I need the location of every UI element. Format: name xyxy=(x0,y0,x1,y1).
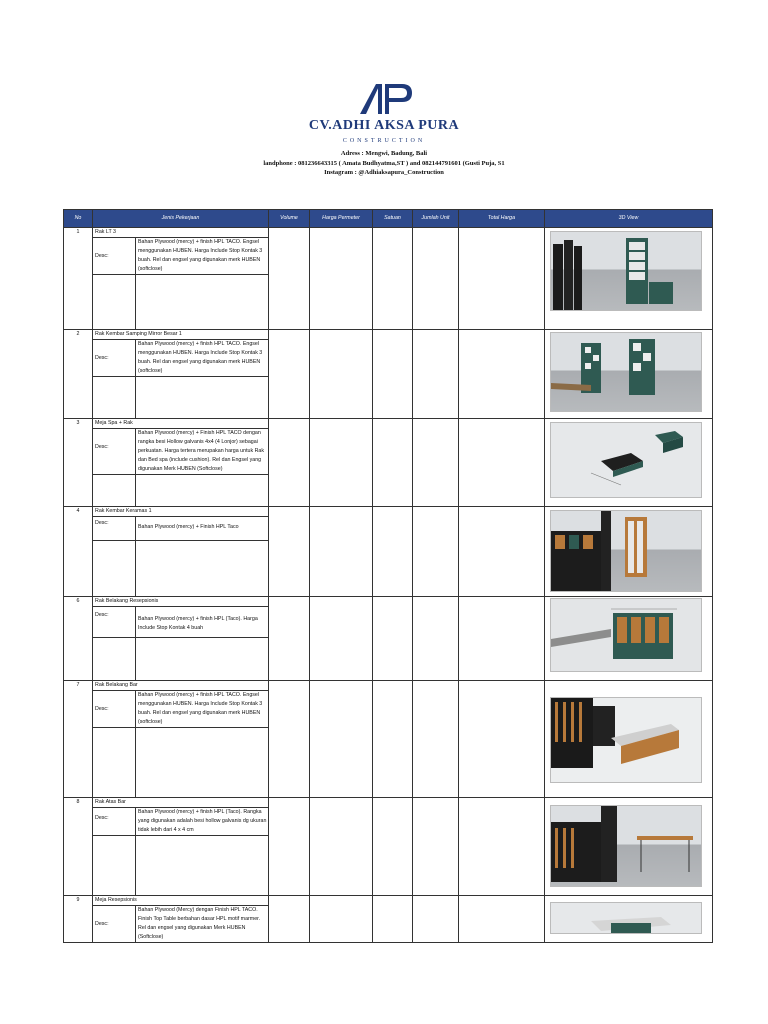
3d-view-cell xyxy=(545,896,713,943)
row-number: 6 xyxy=(64,597,93,681)
render-rak-lt-3 xyxy=(550,231,702,311)
letterhead xyxy=(0,80,768,178)
3d-view-cell xyxy=(545,330,713,419)
company-logo xyxy=(354,80,414,116)
item-description: Bahan Plywood (mercy) + finish HPL (Taco). Harga Include Stop Kontak 4 buah xyxy=(136,607,269,638)
header-no: No xyxy=(64,210,93,228)
table-header-row xyxy=(64,210,713,228)
item-description: Bahan Plywood (mercy) + Finish HPL TACO dengan rangka besi Hollow galvanis 4x4 (4 Lonjor) sebagai perkuatan. Harga tertera merupakan harga untuk Rak dan Bed spa (include cushion). Rel dan Engsel yang digunakan Merk HUBEN (Softclose) xyxy=(136,429,269,475)
item-title: Rak Kembar Samping Mirror Besar 1 xyxy=(93,330,269,340)
item-description: Bahan Plywood (mercy) + Finish HPL Taco xyxy=(136,517,269,541)
render-rak-atas-bar xyxy=(550,805,702,887)
3d-view-cell xyxy=(545,419,713,507)
item-title: Rak Belakang Bar xyxy=(93,681,269,691)
render-meja-spa-rak xyxy=(550,422,702,498)
item-title: Rak LT 3 xyxy=(93,228,269,238)
desc-label: Desc: xyxy=(93,340,136,377)
table-row xyxy=(64,896,713,906)
company-name: CV.ADHI AKSA PURA xyxy=(308,118,460,133)
table-row xyxy=(64,597,713,607)
item-description: Bahan Plywood (mercy) + finish HPL (Taco). Rangka yang digunakan adalah besi hollow galvanis dg ukuran tidak lebih dari 4 x 4 cm xyxy=(136,808,269,836)
table-row xyxy=(64,228,713,238)
row-number: 1 xyxy=(64,228,93,330)
table-row xyxy=(64,507,713,517)
company-address: Adress : Mengwi, Badung, Bali xyxy=(340,150,428,157)
row-number: 9 xyxy=(64,896,93,943)
item-description: Bahan Plywood (mercy) + finish HPL TACO. Engsel menggunakan HUBEN. Harga Include Stop Kontak 3 buah. Rel dan engsel yang digunakan merk HUBEN (softclose) xyxy=(136,238,269,275)
item-title: Rak Atas Bar xyxy=(93,798,269,808)
table-row xyxy=(64,419,713,429)
row-number: 7 xyxy=(64,681,93,798)
desc-label: Desc: xyxy=(93,691,136,728)
row-number: 3 xyxy=(64,419,93,507)
table-row xyxy=(64,330,713,340)
desc-label: Desc: xyxy=(93,238,136,275)
header-jenis-pekerjaan: Jenis Pekerjaan xyxy=(93,210,269,228)
item-description: Bahan Plywood (mercy) + finish HPL TACO. Engsel menggunakan HUBEN. Harga Include Stop Kontak 3 buah. Rel dan engsel yang digunakan merk HUBEN (softclose) xyxy=(136,340,269,377)
row-number: 2 xyxy=(64,330,93,419)
row-number: 8 xyxy=(64,798,93,896)
item-title: Meja Spa + Rak xyxy=(93,419,269,429)
header-harga-permeter: Harga Permeter xyxy=(310,210,373,228)
render-meja-resepsionis xyxy=(550,902,702,934)
3d-view-cell xyxy=(545,507,713,597)
company-tagline: CONSTRUCTION xyxy=(342,138,426,144)
item-description: Bahan Plywood (mercy) + finish HPL TACO. Engsel menggunakan HUBEN. Harga Include Stop Kontak 3 buah. Rel dan engsel yang digunakan merk HUBEN (softclose) xyxy=(136,691,269,728)
desc-label: Desc: xyxy=(93,517,136,541)
render-rak-belakang-resepsionis xyxy=(550,598,702,672)
desc-label: Desc: xyxy=(93,429,136,475)
3d-view-cell xyxy=(545,228,713,330)
3d-view-cell xyxy=(545,681,713,798)
header-satuan: Satuan xyxy=(373,210,413,228)
desc-label: Desc: xyxy=(93,906,136,943)
header-3d-view: 3D View xyxy=(545,210,713,228)
item-title: Meja Resepsionis xyxy=(93,896,269,906)
render-rak-kembar-keramas xyxy=(550,510,702,592)
item-description: Bahan Plywood (Mercy) dengan Finish HPL TACO. Finish Top Table berbahan dasar HPL motif marmer. Rel dan engsel yang digunakan Merk HUBEN (Softclose) xyxy=(136,906,269,943)
header-volume: Volume xyxy=(269,210,310,228)
header-jumlah-unit: Jumlah Unit xyxy=(413,210,459,228)
table-row xyxy=(64,798,713,808)
desc-label: Desc: xyxy=(93,808,136,836)
header-total-harga: Total Harga xyxy=(459,210,545,228)
row-number: 4 xyxy=(64,507,93,597)
render-rak-kembar-samping-mirror xyxy=(550,332,702,412)
company-phone: landphone : 081236643315 ( Amata Budhyatma,ST ) and 082144791601 (Gusti Puja, S1 xyxy=(263,159,505,167)
item-title: Rak Belakang Resepsionis xyxy=(93,597,269,607)
table-row xyxy=(64,681,713,691)
item-title: Rak Kembar Keramas 1 xyxy=(93,507,269,517)
3d-view-cell xyxy=(545,597,713,681)
render-rak-belakang-bar xyxy=(550,697,702,783)
company-instagram: Instagram : @Adhiaksapura_Construction xyxy=(324,169,444,176)
3d-view-cell xyxy=(545,798,713,896)
desc-label: Desc: xyxy=(93,607,136,638)
quotation-table xyxy=(63,209,713,943)
